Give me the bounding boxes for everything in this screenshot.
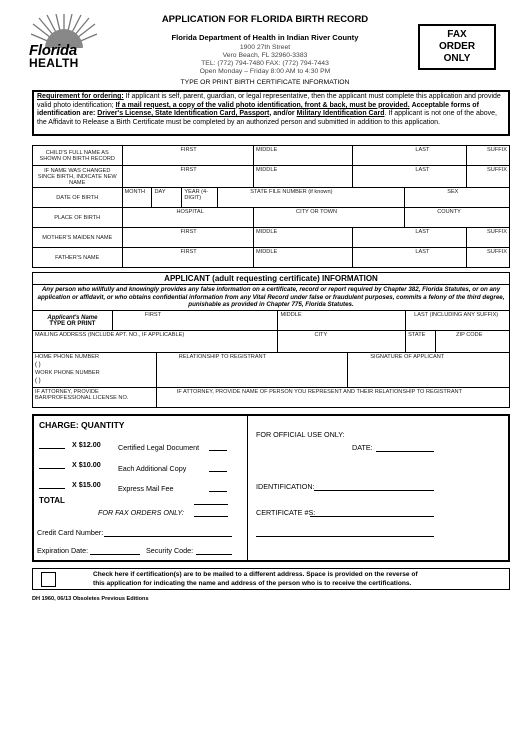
applicant-name-label	[33, 311, 113, 331]
first-label: FIRST	[144, 312, 162, 318]
fax-box-line-1: FAX	[447, 29, 467, 40]
first-label: FIRST	[180, 249, 197, 255]
state-label: STATE	[408, 332, 426, 338]
middle-label: MIDDLE	[280, 312, 302, 318]
mother-last-field[interactable]	[353, 228, 467, 248]
dob-year-field[interactable]	[182, 188, 218, 208]
suffix-label: SUFFIX	[487, 229, 507, 235]
city-label: CITY	[314, 332, 328, 338]
relationship-field[interactable]	[156, 353, 348, 388]
mother-middle-field[interactable]	[254, 228, 353, 248]
applicant-name-label-1: Applicant's Name	[47, 314, 98, 321]
applicant-info-table	[32, 272, 510, 408]
mailing-address-field[interactable]	[33, 331, 278, 353]
last-any-suffix-label: LAST (INCLUDING ANY SUFFIX)	[414, 312, 499, 318]
county-field[interactable]	[405, 208, 510, 228]
state-file-label: STATE FILE NUMBER (if known)	[250, 189, 333, 195]
identification-label: IDENTIFICATION:	[256, 482, 315, 491]
city-town-field[interactable]	[254, 208, 405, 228]
different-address-note-2: this application for indicating the name and address of the person who is to receive the certifications.	[93, 580, 412, 587]
logo-text-health: HEALTH	[29, 56, 79, 70]
dob-label: DATE OF BIRTH	[33, 188, 123, 208]
item-certified: Certified Legal Document	[118, 443, 200, 452]
mailing-address-label: MAILING ADDRESS (INCLUDE APT. NO., IF APPLICABLE)	[35, 332, 185, 338]
father-last-field[interactable]	[353, 248, 467, 268]
fax-order-only-box	[418, 24, 496, 70]
hospital-field[interactable]	[122, 208, 254, 228]
dob-day-field[interactable]	[152, 188, 182, 208]
suffix-label: SUFFIX	[487, 167, 507, 173]
official-date-input[interactable]	[376, 451, 434, 452]
expiration-label: Expiration Date:	[37, 546, 89, 555]
different-address-checkbox[interactable]	[41, 572, 56, 587]
first-label: FIRST	[180, 167, 197, 173]
requirements-text-1: If applicant is self, parent, guardian, or legal representative, then the applicant must complete this application and provide valid photo identification;	[37, 93, 501, 109]
changed-suffix-field[interactable]	[467, 166, 510, 188]
signature-label: SIGNATURE OF APPLICANT	[370, 354, 445, 360]
applicant-section-header: APPLICANT (adult requesting certificate) INFORMATION	[33, 273, 510, 285]
month-label: MONTH	[124, 189, 146, 195]
county-label: COUNTY	[437, 209, 461, 215]
fax-amount-input[interactable]	[194, 516, 228, 517]
child-suffix-field[interactable]	[467, 146, 510, 166]
registrant-info-table	[32, 145, 510, 268]
address-line-1: 1900 27th Street	[239, 44, 291, 51]
child-first-field[interactable]	[122, 146, 254, 166]
father-name-label: FATHER'S NAME	[33, 248, 123, 268]
attorney-bar-field[interactable]	[33, 388, 157, 408]
last-label: LAST	[415, 167, 430, 173]
applicant-state-field[interactable]	[406, 331, 436, 353]
mother-name-label: MOTHER'S MAIDEN NAME	[33, 228, 123, 248]
requirements-mail-note: If a mail request, a copy of the valid photo identification, front & back, must be provided.	[115, 101, 410, 109]
certificate-numbers-label: CERTIFICATE #S:	[256, 508, 316, 517]
father-suffix-field[interactable]	[467, 248, 510, 268]
form-footer: DH 1960, 06/13 Obsoletes Previous Editions	[32, 596, 149, 602]
qty-additional-input[interactable]	[39, 468, 65, 469]
child-last-field[interactable]	[353, 146, 467, 166]
child-name-label: CHILD'S FULL NAME AS SHOWN ON BIRTH RECORD	[33, 146, 123, 166]
applicant-last-field[interactable]	[406, 311, 510, 331]
work-phone-paren: ( )	[35, 378, 41, 384]
middle-label: MIDDLE	[256, 147, 278, 153]
work-phone-label: WORK PHONE NUMBER	[35, 370, 100, 376]
expiration-input[interactable]	[90, 554, 140, 555]
suffix-label: SUFFIX	[487, 249, 507, 255]
office-hours: Open Monday – Friday 8:00 AM to 4:30 PM	[199, 68, 331, 75]
price-express: X $15.00	[72, 480, 101, 489]
changed-last-field[interactable]	[353, 166, 467, 188]
state-file-number-field[interactable]	[218, 188, 405, 208]
relationship-label: RELATIONSHIP TO REGISTRANT	[178, 354, 267, 360]
false-info-warning: Any person who willfully and knowingly provides any false information on a certificate, record or report required by Chapter 382, Florida Statutes, or on any application or affidavit, or who obtains confidential information from any Vital Record under false or fraudulent purposes, commits a felony of the third degree, punishable as provided in Chapter 775, Florida Statutes.	[33, 285, 510, 311]
requirements-id-list: Driver's License, State Identification Card, Passport	[97, 110, 270, 118]
requirements-box	[32, 90, 510, 136]
certificate-numbers-input[interactable]	[310, 516, 434, 517]
official-use-label: FOR OFFICIAL USE ONLY:	[256, 430, 345, 439]
applicant-first-field[interactable]	[112, 311, 278, 331]
sex-field[interactable]	[405, 188, 510, 208]
attorney-represent-label: IF ATTORNEY, PROVIDE NAME OF PERSON YOU REPRESENT AND THEIR RELATIONSHIP TO REGISTRANT	[176, 389, 463, 395]
total-input[interactable]	[194, 504, 228, 505]
father-middle-field[interactable]	[254, 248, 353, 268]
amount-additional-input[interactable]	[209, 471, 227, 472]
middle-label: MIDDLE	[256, 229, 278, 235]
official-date-label: DATE:	[352, 443, 373, 452]
requirements-text-2: . If applicant is not one of the above, the Affidavit to Release a Birth Certificate must be completed by an authorized person and submitted in addition to this application.	[37, 110, 497, 126]
changed-first-field[interactable]	[122, 166, 254, 188]
last-label: LAST	[415, 229, 430, 235]
price-additional: X $10.00	[72, 460, 101, 469]
dob-month-field[interactable]	[122, 188, 152, 208]
requirements-lead: Requirement for ordering:	[37, 93, 124, 100]
logo-text-florida: Florida	[29, 42, 77, 59]
suffix-label: SUFFIX	[487, 147, 507, 153]
city-town-label: CITY OR TOWN	[296, 209, 338, 215]
middle-label: MIDDLE	[256, 167, 278, 173]
address-line-2: Vero Beach, FL 32960-3383	[222, 52, 308, 59]
child-middle-field[interactable]	[254, 146, 353, 166]
different-address-note-1: Check here if certification(s) are to be mailed to a different address. Space is provided on the reverse of	[93, 571, 418, 578]
amount-express-input[interactable]	[209, 491, 227, 492]
changed-name-label: IF NAME WAS CHANGED SINCE BIRTH, INDICATE NEW NAME	[33, 166, 123, 188]
signature-field[interactable]	[348, 353, 510, 388]
credit-card-label: Credit Card Number:	[37, 528, 104, 537]
credit-card-input[interactable]	[104, 536, 232, 537]
year-label: YEAR (4-DIGIT)	[184, 189, 208, 201]
qty-certified-input[interactable]	[39, 448, 65, 449]
home-phone-label: HOME PHONE NUMBER	[35, 354, 100, 360]
charge-section	[32, 414, 510, 562]
security-code-input[interactable]	[196, 554, 232, 555]
pob-label: PLACE OF BIRTH	[33, 208, 123, 228]
applicant-zip-field[interactable]	[436, 331, 510, 353]
day-label: DAY	[154, 189, 166, 195]
qty-express-input[interactable]	[39, 488, 65, 489]
total-label: TOTAL	[39, 496, 65, 505]
form-title: APPLICATION FOR FLORIDA BIRTH RECORD	[161, 14, 369, 25]
requirements-military-id: Military Identification Card	[296, 110, 385, 118]
last-label: LAST	[415, 147, 430, 153]
different-address-row	[32, 568, 510, 590]
applicant-city-field[interactable]	[278, 331, 406, 353]
identification-input[interactable]	[314, 490, 434, 491]
zip-label: ZIP CODE	[456, 332, 483, 338]
attorney-represent-field[interactable]	[156, 388, 509, 408]
fax-orders-only-label: FOR FAX ORDERS ONLY:	[98, 508, 184, 517]
certificate-numbers-extra-line[interactable]	[256, 536, 434, 537]
phone-numbers-field[interactable]	[33, 353, 157, 388]
first-label: FIRST	[180, 147, 197, 153]
mother-first-field[interactable]	[122, 228, 254, 248]
father-first-field[interactable]	[122, 248, 254, 268]
price-certified: X $12.00	[72, 440, 101, 449]
mother-suffix-field[interactable]	[467, 228, 510, 248]
phone-fax: TEL: (772) 794-7480 FAX: (772) 794-7443	[201, 60, 329, 67]
fax-box-line-2: ORDER	[438, 41, 476, 52]
item-additional: Each Additional Copy	[118, 464, 187, 473]
last-label: LAST	[415, 249, 430, 255]
applicant-middle-field[interactable]	[278, 311, 406, 331]
requirements-andor: , and/or	[269, 110, 297, 118]
item-express: Express Mail Fee	[118, 484, 174, 493]
charge-title: CHARGE: QUANTITY	[39, 420, 125, 430]
first-label: FIRST	[180, 229, 197, 235]
home-phone-paren: ( )	[35, 362, 41, 368]
applicant-name-label-2: TYPE OR PRINT	[49, 320, 96, 327]
requirements-id-label: Acceptable forms of identification are:	[37, 101, 479, 118]
fax-box-line-3: ONLY	[443, 53, 471, 64]
amount-certified-input[interactable]	[209, 450, 227, 451]
department-name: Florida Department of Health in Indian River County	[171, 33, 359, 42]
type-note: TYPE OR PRINT BIRTH CERTIFICATE INFORMATION	[180, 79, 350, 86]
charge-divider	[247, 416, 248, 560]
changed-middle-field[interactable]	[254, 166, 353, 188]
security-code-label: Security Code:	[146, 546, 194, 555]
middle-label: MIDDLE	[256, 249, 278, 255]
attorney-bar-label: IF ATTORNEY, PROVIDE BAR/PROFESSIONAL LICENSE NO.	[35, 389, 129, 401]
hospital-label: HOSPITAL	[176, 209, 204, 215]
sex-label: SEX	[447, 189, 459, 195]
